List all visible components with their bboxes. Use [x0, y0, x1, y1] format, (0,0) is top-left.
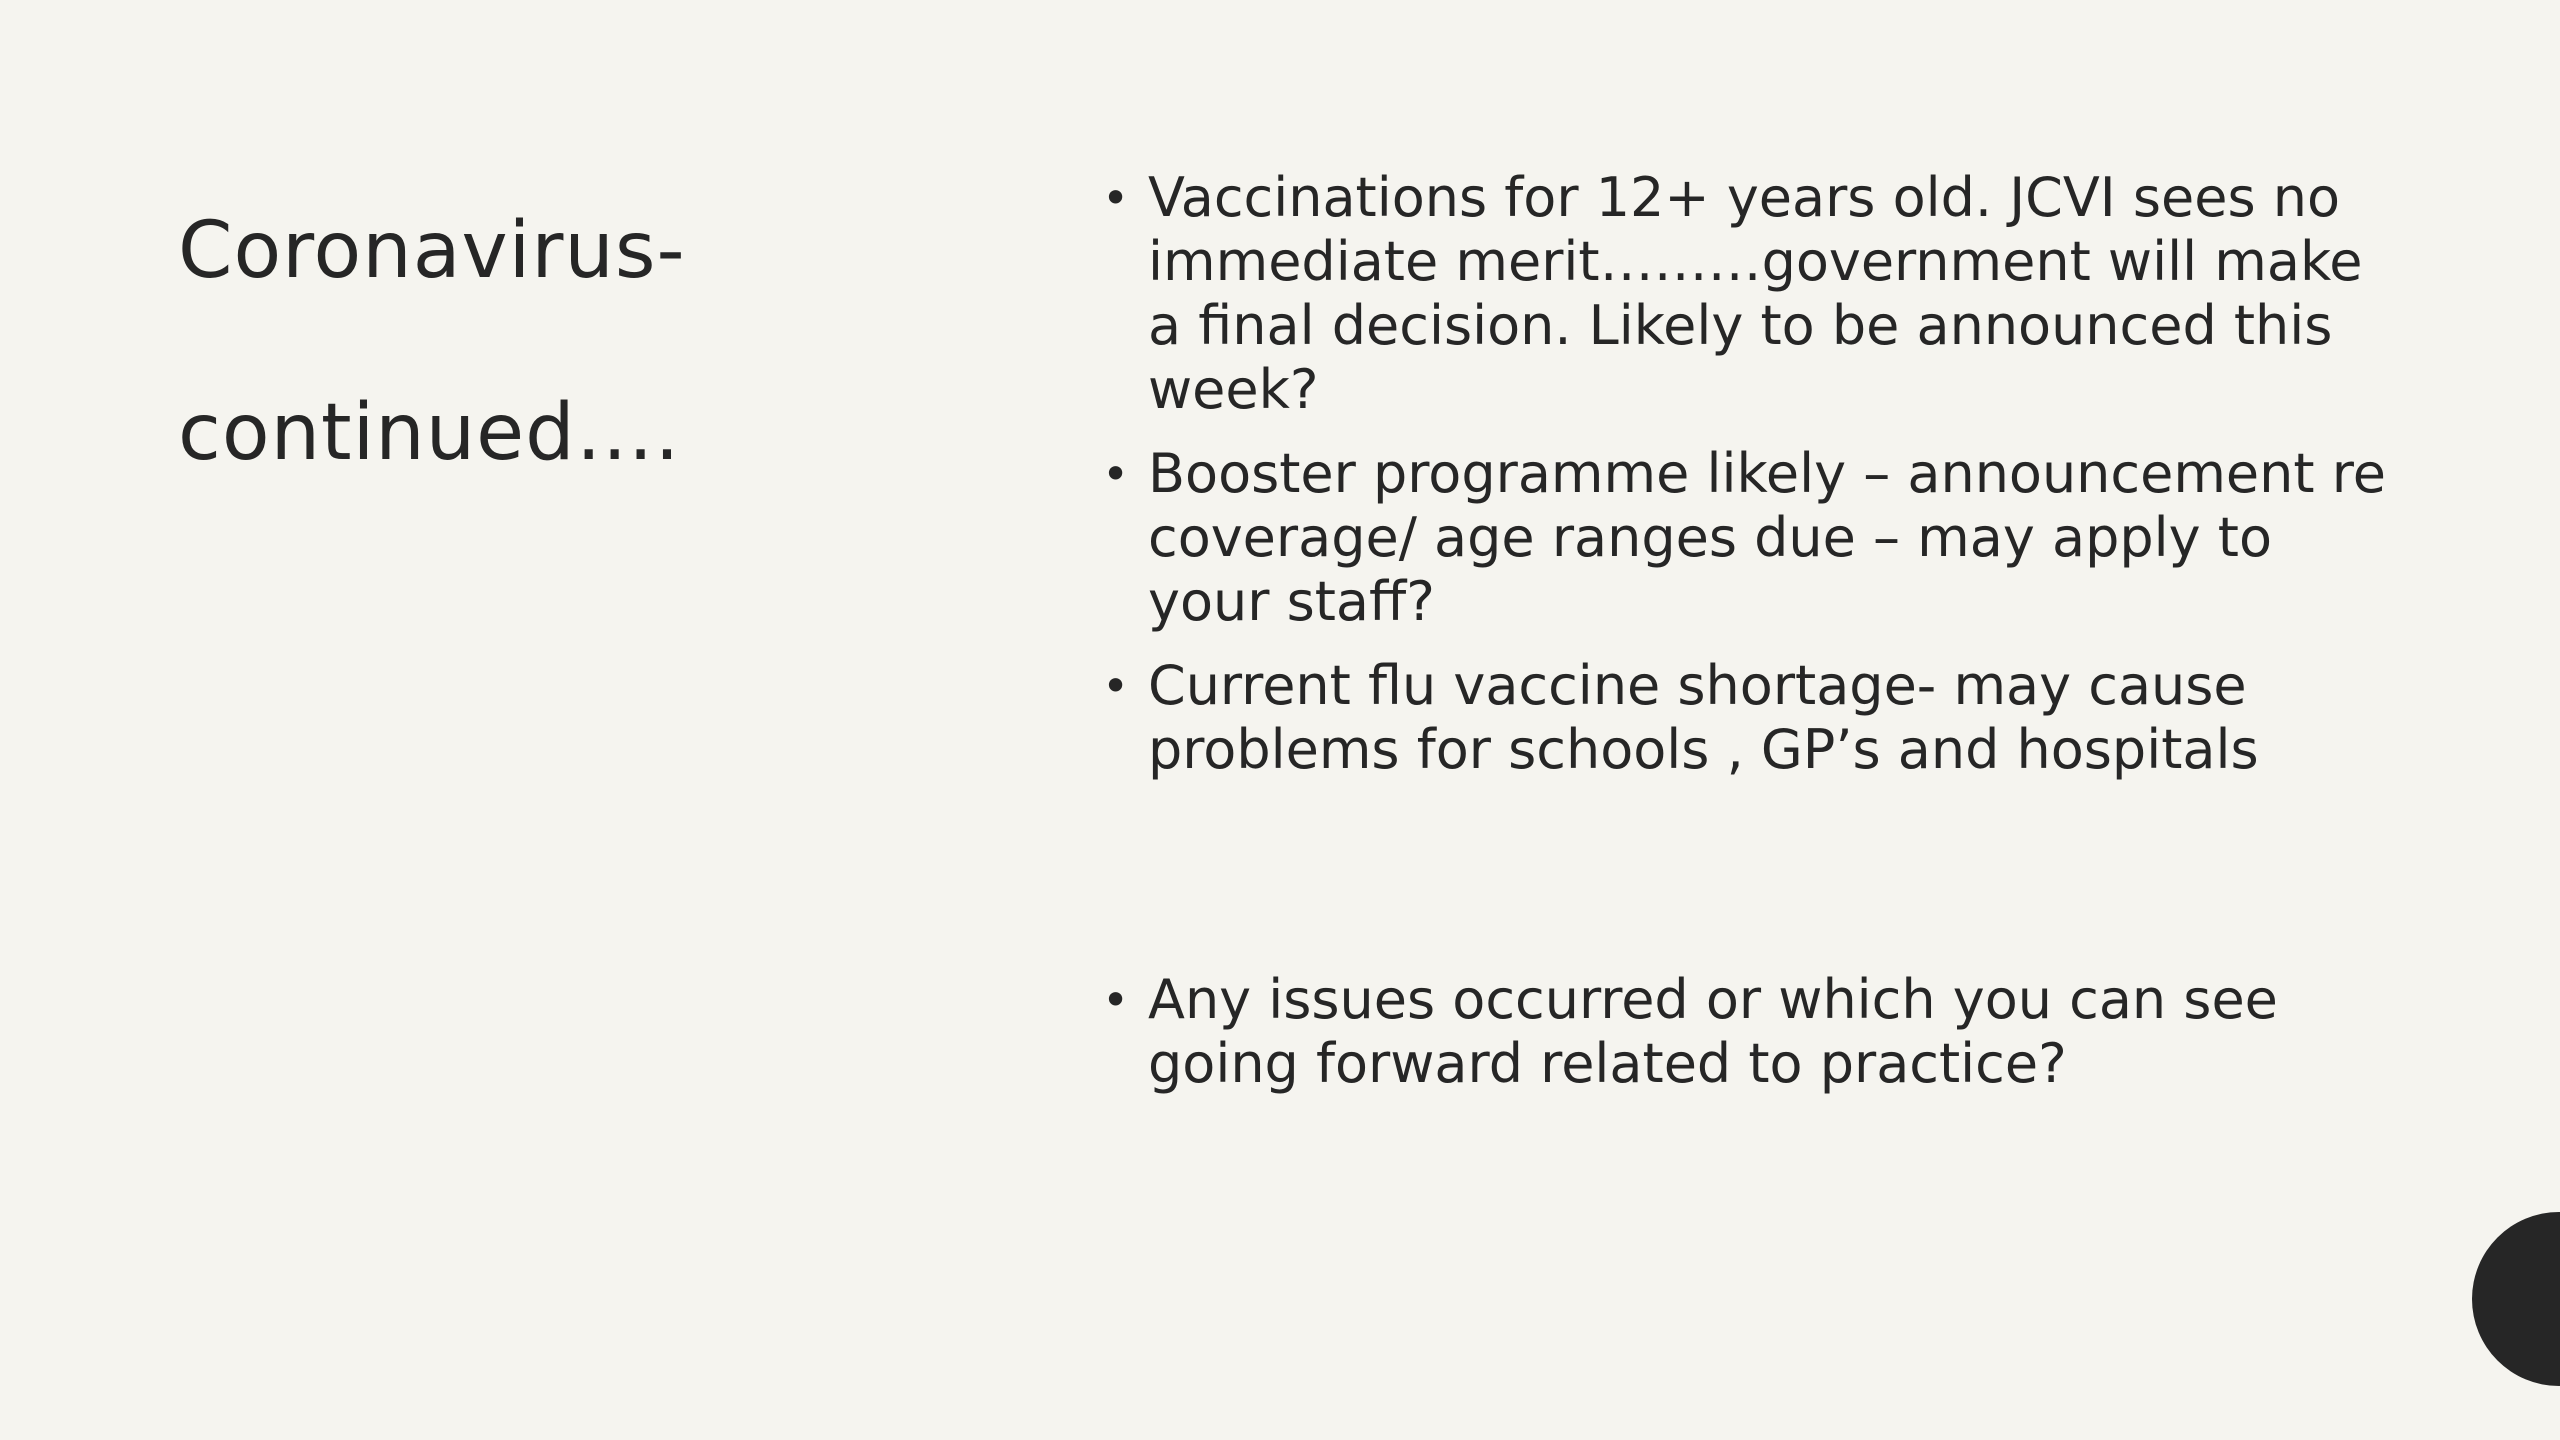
bullet-text: Any issues occurred or which you can see going forward related to practice? — [1148, 968, 2278, 1095]
bullet-item-4 — [1100, 968, 2390, 1096]
bullet-dot-icon: • — [1102, 659, 1130, 713]
slide-title-line-1: Coronavirus- — [178, 206, 686, 296]
bullet-item-2 — [1100, 442, 2390, 634]
bullet-list — [1100, 166, 2390, 1116]
bullet-dot-icon: • — [1102, 171, 1130, 225]
bullet-dot-icon: • — [1102, 447, 1130, 501]
bullet-text: Booster programme likely – announcement re coverage/ age ranges due – may apply to your staff? — [1148, 442, 2386, 633]
bullet-text: Vaccinations for 12+ years old. JCVI sees no immediate merit………government will make a final decision. Likely to be announced this week? — [1148, 166, 2363, 421]
bullet-dot-icon: • — [1102, 973, 1130, 1027]
bullet-item-1 — [1100, 166, 2390, 422]
slide-title-line-2: continued…. — [178, 388, 681, 478]
bullet-text: Current flu vaccine shortage- may cause problems for schools , GP’s and hospitals — [1148, 654, 2259, 781]
bullet-item-3 — [1100, 654, 2390, 782]
decorative-circle — [2472, 1212, 2560, 1386]
slide-title — [178, 160, 978, 524]
